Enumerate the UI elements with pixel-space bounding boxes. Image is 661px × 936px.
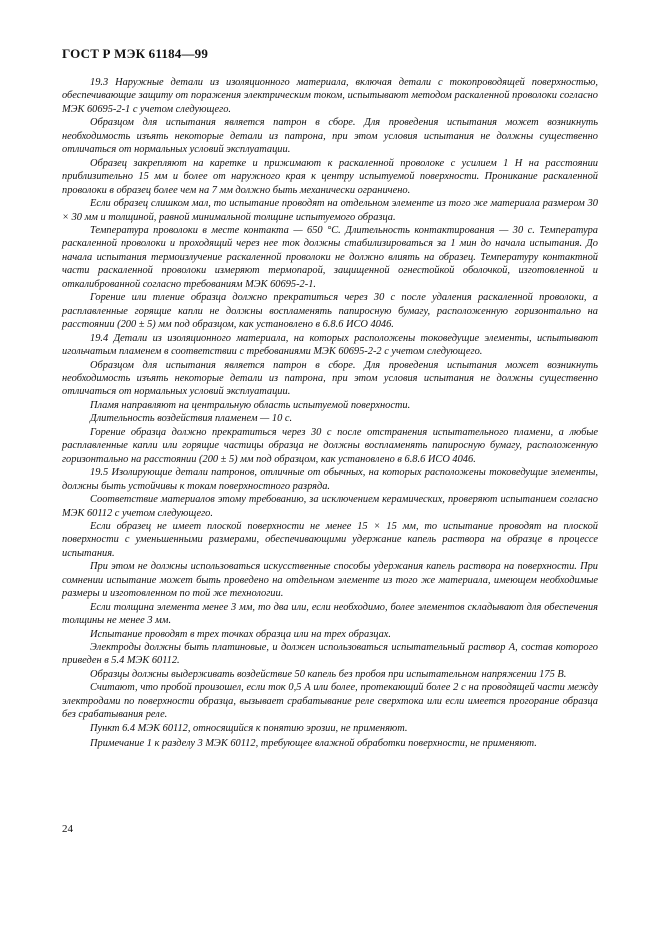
paragraph: Испытание проводят в трех точках образца или на трех образцах. [90, 628, 391, 640]
paragraph: Если образец слишком мал, то испытание проводят на отдельном элементе из того же материала размером 30 × 30 мм и толщиной, равной минимальной толщине испытуемого образца. [62, 198, 598, 223]
note-paragraph: Примечание 1 к разделу 3 МЭК 60112, требующее влажной обработки поверхности, не применяют. [90, 738, 537, 750]
paragraph: Горение образца должно прекратиться через 30 с после отстранения испытательного пламени, а любые расплавленные капли или горящие частицы образца не должны воспламенять папиросную бумагу, расположенную горизонтально на расстоянии (200 ± 5) мм под образцом, как установлено в 6.8.6 ИСО 4046. [62, 426, 598, 465]
paragraph: 19.5 Изолирующие детали патронов, отличные от обычных, на которых расположены токоведущие элементы, должны быть устойчивы к токам поверхностного разряда. [62, 467, 598, 492]
paragraph: Считают, что пробой произошел, если ток 0,5 А или более, протекающий более 2 с на проводящей части между электродами по поверхности образца, вызывает срабатывание реле сверхтока или если имеется прогорание образца без срабатывания реле. [62, 682, 598, 721]
paragraph: Пламя направляют на центральную область испытуемой поверхности. [90, 399, 411, 411]
paragraph: Образцом для испытания является патрон в сборе. Для проведения испытания может возникнуть необходимость изъять некоторые детали из патрона, при этом условия испытания не должны существенно отличаться от нормальных условий эксплуатации. [62, 359, 598, 398]
paragraph: При этом не должны использоваться искусственные способы удержания капель раствора на поверхности. При сомнении испытание может быть проведено на отдельном элементе из того же материала, имеющем необходимые размеры и изготовленном по той же технологии. [62, 561, 598, 600]
paragraph: Образцы должны выдерживать воздействие 50 капель без пробоя при испытательном напряжении 175 В. [90, 668, 567, 680]
paragraph: Электроды должны быть платиновые, и должен использоваться испытательный раствор А, состав которого приведен в 5.4 МЭК 60112. [62, 642, 598, 667]
document-body [62, 76, 598, 751]
page-number: 24 [62, 823, 73, 835]
paragraph: Горение или тление образца должно прекратиться через 30 с после удаления раскаленной проволоки, а расплавленные горящие капли не должны воспламенять папиросную бумагу, расположенную горизонтально на расстоянии (200 ± 5) мм под образцом, как установлено в 6.8.6 ИСО 4046. [62, 292, 598, 331]
paragraph: Если толщина элемента менее 3 мм, то два или, если необходимо, более элементов складывают для обеспечения толщины не менее 3 мм. [62, 601, 598, 627]
paragraph: Если образец не имеет плоской поверхности не менее 15 × 15 мм, то испытание проводят на плоской поверхности с уменьшенными размерами, обеспечивающими удержание капель раствора на образце в процессе испытания. [62, 520, 598, 559]
paragraph: Температура проволоки в месте контакта — 650 °С. Длительность контактирования — 30 с. Температура раскаленной проволоки и проходящий через нее ток должны стабилизироваться за 1 мин до начала испытания. До начала испытания термоизлучение раскаленной проволоки не должно влиять на образец. Температуру контактной части раскаленной проволоки измеряют термопарой, защищенной огнестойкой оболочкой, изготовленной и откалиброванной согласно требованиям МЭК 60695-2-1. [62, 224, 598, 290]
paragraph: Образец закрепляют на каретке и прижимают к раскаленной проволоке с усилием 1 Н на расстоянии приблизительно 15 мм и более от наружного края к центру испытуемой поверхности. Проникание раскаленной проволоки в образец более чем на 7 мм должно быть механически ограничено. [62, 157, 598, 196]
document-header: ГОСТ Р МЭК 61184—99 [62, 46, 209, 61]
paragraph: Длительность воздействия пламенем — 10 с. [90, 413, 293, 425]
paragraph: Соответствие материалов этому требованию, за исключением керамических, проверяют испытанием согласно МЭК 60112 с учетом следующего. [62, 494, 598, 519]
paragraph: Образцом для испытания является патрон в сборе. Для проведения испытания может возникнуть необходимость изъять некоторые детали из патрона, при этом условия испытания не должны существенно отличаться от нормальных условий эксплуатации. [62, 117, 598, 156]
paragraph: 19.3 Наружные детали из изоляционного материала, включая детали с токопроводящей поверхностью, обеспечивающие защиту от поражения электрическим током, испытывают методом раскаленной проволоки согласно МЭК 60695-2-1 с учетом следующего. [62, 77, 598, 115]
paragraph: 19.4 Детали из изоляционного материала, на которых расположены токоведущие элементы, испытывают игольчатым пламенем в соответствии с требованиями МЭК 60695-2-2 с учетом следующего. [62, 332, 598, 358]
paragraph: Пункт 6.4 МЭК 60112, относящийся к понятию эрозии, не применяют. [90, 722, 408, 734]
